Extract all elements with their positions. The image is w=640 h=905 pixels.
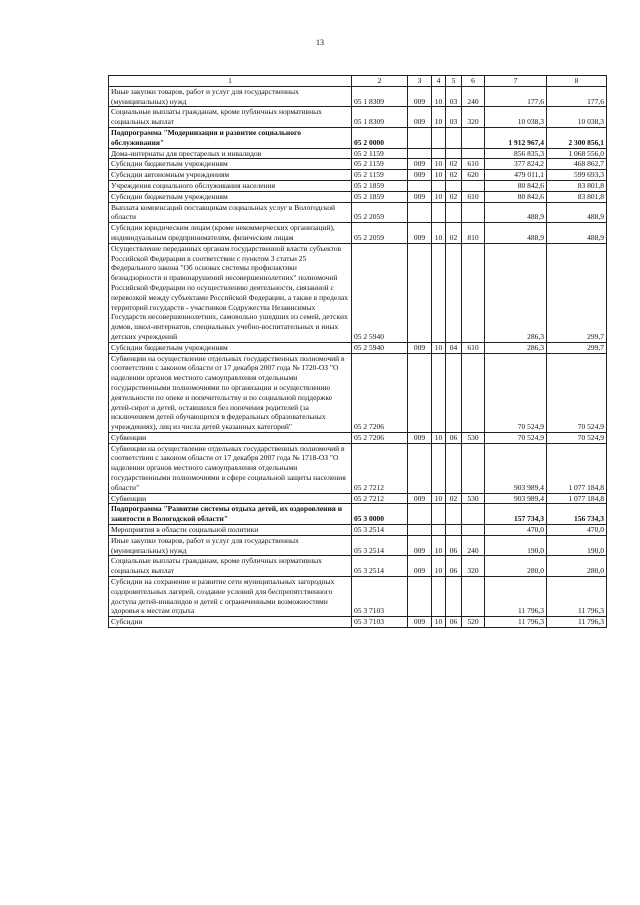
expense-type-cell (462, 353, 485, 432)
expense-type-cell (462, 202, 485, 223)
section-cell: 10 (432, 170, 446, 181)
admin-code-cell (408, 443, 432, 493)
amount-year2-cell: 11 796,3 (547, 577, 607, 617)
admin-code-cell (408, 504, 432, 525)
admin-code-cell: 009 (408, 191, 432, 202)
row-name-cell: Подпрограмма "Модернизация и развитие социального обслуживания" (109, 127, 352, 148)
admin-code-cell: 009 (408, 432, 432, 443)
admin-code-cell (408, 577, 432, 617)
subsection-cell (446, 243, 462, 342)
table-row (109, 180, 607, 191)
subsection-cell (446, 148, 462, 159)
subsection-cell: 06 (446, 535, 462, 556)
subsection-cell: 02 (446, 170, 462, 181)
section-cell: 10 (432, 432, 446, 443)
table-row (109, 148, 607, 159)
section-cell: 10 (432, 223, 446, 244)
amount-year2-cell: 488,9 (547, 202, 607, 223)
admin-code-cell: 009 (408, 493, 432, 504)
row-name-cell: Субсидии бюджетным учреждениям (109, 159, 352, 170)
amount-year1-cell: 80 842,6 (485, 180, 547, 191)
expense-type-cell (462, 443, 485, 493)
section-cell: 10 (432, 493, 446, 504)
admin-code-cell (408, 127, 432, 148)
target-code-cell: 05 3 0000 (352, 504, 408, 525)
amount-year1-cell: 177,6 (485, 86, 547, 107)
amount-year1-cell: 377 824,2 (485, 159, 547, 170)
target-code-cell: 05 3 7103 (352, 577, 408, 617)
amount-year1-cell: 286,3 (485, 342, 547, 353)
amount-year1-cell: 70 524,9 (485, 432, 547, 443)
section-cell (432, 525, 446, 536)
expense-type-cell: 610 (462, 342, 485, 353)
admin-code-cell: 009 (408, 170, 432, 181)
amount-year1-cell: 903 989,4 (485, 493, 547, 504)
subsection-cell: 03 (446, 107, 462, 128)
subsection-cell: 02 (446, 159, 462, 170)
admin-code-cell (408, 202, 432, 223)
subsection-cell (446, 353, 462, 432)
subsection-cell (446, 525, 462, 536)
amount-year1-cell: 11 796,3 (485, 617, 547, 628)
amount-year2-cell: 599 693,3 (547, 170, 607, 181)
amount-year1-cell: 280,0 (485, 556, 547, 577)
target-code-cell: 05 2 7206 (352, 353, 408, 432)
subsection-cell (446, 127, 462, 148)
row-name-cell: Учреждения социального обслуживания населения (109, 180, 352, 191)
subsection-cell (446, 504, 462, 525)
table-row (109, 342, 607, 353)
expense-type-cell (462, 243, 485, 342)
amount-year1-cell: 488,9 (485, 223, 547, 244)
page-number: 13 (316, 38, 324, 47)
table-row (109, 525, 607, 536)
expense-type-cell: 520 (462, 617, 485, 628)
target-code-cell: 05 2 7212 (352, 493, 408, 504)
table-row (109, 493, 607, 504)
admin-code-cell: 009 (408, 556, 432, 577)
table-row (109, 127, 607, 148)
section-cell: 10 (432, 86, 446, 107)
admin-code-cell: 009 (408, 159, 432, 170)
admin-code-cell (408, 525, 432, 536)
expense-type-cell (462, 525, 485, 536)
header-row (109, 76, 607, 87)
row-name-cell: Дома-интернаты для престарелых и инвалидов (109, 148, 352, 159)
target-code-cell: 05 3 7103 (352, 617, 408, 628)
expense-type-cell: 610 (462, 191, 485, 202)
expense-type-cell (462, 577, 485, 617)
section-cell: 10 (432, 191, 446, 202)
target-code-cell: 05 1 8309 (352, 86, 408, 107)
expense-type-cell: 810 (462, 223, 485, 244)
header-cell: 5 (446, 76, 462, 87)
amount-year1-cell: 10 038,3 (485, 107, 547, 128)
amount-year2-cell: 470,0 (547, 525, 607, 536)
row-name-cell: Субсидии бюджетным учреждениям (109, 342, 352, 353)
subsection-cell: 02 (446, 191, 462, 202)
section-cell (432, 353, 446, 432)
target-code-cell: 05 2 1159 (352, 170, 408, 181)
table-row (109, 107, 607, 128)
section-cell (432, 202, 446, 223)
table-row (109, 191, 607, 202)
section-cell: 10 (432, 342, 446, 353)
expense-type-cell: 320 (462, 556, 485, 577)
admin-code-cell: 009 (408, 223, 432, 244)
amount-year1-cell: 903 989,4 (485, 443, 547, 493)
amount-year2-cell: 177,6 (547, 86, 607, 107)
amount-year1-cell: 70 524,9 (485, 353, 547, 432)
expense-type-cell: 610 (462, 159, 485, 170)
section-cell (432, 443, 446, 493)
row-name-cell: Иные закупки товаров, работ и услуг для государственных (муниципальных) нужд (109, 535, 352, 556)
subsection-cell: 06 (446, 617, 462, 628)
subsection-cell: 06 (446, 432, 462, 443)
row-name-cell: Субвенции (109, 432, 352, 443)
target-code-cell: 05 2 7212 (352, 443, 408, 493)
admin-code-cell (408, 148, 432, 159)
row-name-cell: Субсидии (109, 617, 352, 628)
table-row (109, 170, 607, 181)
row-name-cell: Субсидии автономным учреждениям (109, 170, 352, 181)
subsection-cell (446, 180, 462, 191)
expense-type-cell: 620 (462, 170, 485, 181)
target-code-cell: 05 2 0000 (352, 127, 408, 148)
subsection-cell: 03 (446, 86, 462, 107)
section-cell (432, 243, 446, 342)
amount-year2-cell: 10 038,3 (547, 107, 607, 128)
admin-code-cell: 009 (408, 107, 432, 128)
amount-year2-cell: 11 796,3 (547, 617, 607, 628)
row-name-cell: Мероприятия в области социальной политики (109, 525, 352, 536)
row-name-cell: Субсидии бюджетным учреждениям (109, 191, 352, 202)
row-name-cell: Субсидии юридическим лицам (кроме некоммерческих организаций), индивидуальным предпринимателям, физическим лицам (109, 223, 352, 244)
expense-type-cell: 240 (462, 86, 485, 107)
admin-code-cell (408, 353, 432, 432)
target-code-cell: 05 2 2059 (352, 202, 408, 223)
table-row (109, 86, 607, 107)
row-name-cell: Социальные выплаты гражданам, кроме публичных нормативных социальных выплат (109, 107, 352, 128)
row-name-cell: Субвенции на осуществление отдельных государственных полномочий в соответствии с законом области от 17 декабря 2007 года № 1720-ОЗ "О наделении органов местного самоуправления отдельными государственными полномочиями по организации и осуществлению деятельности по опеке и попечительству и по социальной поддержке детей-сирот и детей, оставшихся без попечения родителей (за исключением детей обучающихся в федеральных образовательных учреждениях), лиц из числа детей указанных категорий" (109, 353, 352, 432)
row-name-cell: Подпрограмма "Развитие системы отдыха детей, их оздоровления и занятости в Вологодской области" (109, 504, 352, 525)
amount-year2-cell: 299,7 (547, 243, 607, 342)
amount-year1-cell: 479 011,1 (485, 170, 547, 181)
amount-year1-cell: 80 842,6 (485, 191, 547, 202)
table-row (109, 504, 607, 525)
subsection-cell: 06 (446, 556, 462, 577)
table-row (109, 443, 607, 493)
admin-code-cell (408, 243, 432, 342)
expense-type-cell: 320 (462, 107, 485, 128)
target-code-cell: 05 3 2514 (352, 535, 408, 556)
subsection-cell: 02 (446, 493, 462, 504)
amount-year2-cell: 1 068 556,0 (547, 148, 607, 159)
amount-year2-cell: 488,9 (547, 223, 607, 244)
expense-type-cell (462, 180, 485, 191)
admin-code-cell: 009 (408, 86, 432, 107)
table-row (109, 617, 607, 628)
amount-year1-cell: 856 835,3 (485, 148, 547, 159)
table-row (109, 243, 607, 342)
table-row (109, 353, 607, 432)
amount-year1-cell: 488,9 (485, 202, 547, 223)
row-name-cell: Осуществление переданных органам государственной власти субъектов Российской Федерации в соответствии с пунктом 3 статьи 25 Федерального закона "Об основах системы профилактики безнадзорности и правонарушений несовершеннолетних" полномочий Российской Федерации по осуществлению деятельности, связанной с перевозкой между субъектами Российской Федерации, а также в пределах территорий государств - участников Содружества Независимых Государств несовершеннолетних, самовольно ушедших из семей, детских домов, школ-интернатов, специальных учебно-воспитательных и иных детских учреждений (109, 243, 352, 342)
expense-type-cell: 530 (462, 432, 485, 443)
expense-type-cell: 240 (462, 535, 485, 556)
header-cell: 7 (485, 76, 547, 87)
amount-year2-cell: 156 734,3 (547, 504, 607, 525)
header-cell: 3 (408, 76, 432, 87)
table-row (109, 432, 607, 443)
amount-year2-cell: 299,7 (547, 342, 607, 353)
header-cell: 8 (547, 76, 607, 87)
section-cell: 10 (432, 556, 446, 577)
amount-year1-cell: 190,0 (485, 535, 547, 556)
section-cell (432, 127, 446, 148)
header-cell: 4 (432, 76, 446, 87)
table-row (109, 535, 607, 556)
target-code-cell: 05 2 1159 (352, 159, 408, 170)
expense-type-cell (462, 127, 485, 148)
target-code-cell: 05 2 5940 (352, 243, 408, 342)
target-code-cell: 05 2 1859 (352, 191, 408, 202)
section-cell: 10 (432, 107, 446, 128)
amount-year2-cell: 1 077 184,8 (547, 443, 607, 493)
table-row (109, 202, 607, 223)
target-code-cell: 05 2 2059 (352, 223, 408, 244)
amount-year2-cell: 468 862,7 (547, 159, 607, 170)
amount-year1-cell: 11 796,3 (485, 577, 547, 617)
table-row (109, 556, 607, 577)
header-cell: 2 (352, 76, 408, 87)
amount-year2-cell: 1 077 184,8 (547, 493, 607, 504)
admin-code-cell: 009 (408, 617, 432, 628)
subsection-cell (446, 443, 462, 493)
amount-year1-cell: 1 912 967,4 (485, 127, 547, 148)
row-name-cell: Субвенции на осуществление отдельных государственных полномочий в соответствии с законом области от 17 декабря 2007 года № 1718-ОЗ "О наделении органов местного самоуправления отдельными государственными полномочиями в сфере социальной защиты населения области" (109, 443, 352, 493)
header-cell: 1 (109, 76, 352, 87)
amount-year1-cell: 157 734,3 (485, 504, 547, 525)
section-cell (432, 504, 446, 525)
expense-type-cell (462, 148, 485, 159)
admin-code-cell (408, 180, 432, 191)
amount-year1-cell: 286,3 (485, 243, 547, 342)
target-code-cell: 05 3 2514 (352, 556, 408, 577)
subsection-cell: 02 (446, 223, 462, 244)
table-row (109, 159, 607, 170)
target-code-cell: 05 2 1159 (352, 148, 408, 159)
amount-year1-cell: 470,0 (485, 525, 547, 536)
amount-year2-cell: 83 801,8 (547, 191, 607, 202)
admin-code-cell: 009 (408, 535, 432, 556)
amount-year2-cell: 190,0 (547, 535, 607, 556)
subsection-cell (446, 577, 462, 617)
target-code-cell: 05 3 2514 (352, 525, 408, 536)
row-name-cell: Субвенции (109, 493, 352, 504)
table-row (109, 577, 607, 617)
row-name-cell: Социальные выплаты гражданам, кроме публичных нормативных социальных выплат (109, 556, 352, 577)
target-code-cell: 05 2 7206 (352, 432, 408, 443)
admin-code-cell: 009 (408, 342, 432, 353)
section-cell: 10 (432, 159, 446, 170)
table-row (109, 223, 607, 244)
row-name-cell: Иные закупки товаров, работ и услуг для государственных (муниципальных) нужд (109, 86, 352, 107)
section-cell (432, 577, 446, 617)
expense-type-cell: 530 (462, 493, 485, 504)
amount-year2-cell: 83 801,8 (547, 180, 607, 191)
expense-type-cell (462, 504, 485, 525)
row-name-cell: Выплата компенсаций поставщикам социальных услуг в Вологодской области (109, 202, 352, 223)
amount-year2-cell: 2 300 856,1 (547, 127, 607, 148)
section-cell (432, 148, 446, 159)
amount-year2-cell: 70 524,9 (547, 353, 607, 432)
subsection-cell (446, 202, 462, 223)
subsection-cell: 04 (446, 342, 462, 353)
budget-table (108, 75, 607, 628)
section-cell (432, 180, 446, 191)
row-name-cell: Субсидии на сохранение и развитие сети муниципальных загородных оздоровительных лагерей, создание условий для беспрепятственного доступа детей-инвалидов и детей с ограниченными возможностями здоровья к местам отдыха (109, 577, 352, 617)
target-code-cell: 05 1 8309 (352, 107, 408, 128)
target-code-cell: 05 2 5940 (352, 342, 408, 353)
header-cell: 6 (462, 76, 485, 87)
section-cell: 10 (432, 617, 446, 628)
section-cell: 10 (432, 535, 446, 556)
amount-year2-cell: 70 524,9 (547, 432, 607, 443)
target-code-cell: 05 2 1859 (352, 180, 408, 191)
amount-year2-cell: 280,0 (547, 556, 607, 577)
